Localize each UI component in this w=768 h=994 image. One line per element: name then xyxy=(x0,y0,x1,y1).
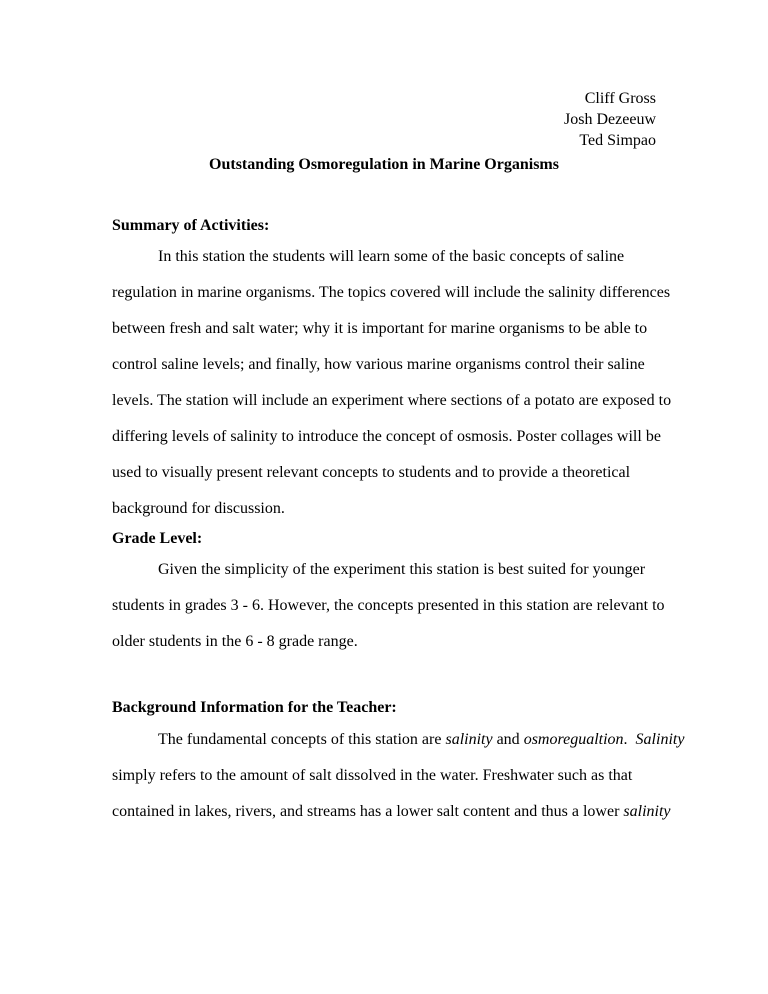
term-salinity: salinity xyxy=(445,731,493,748)
summary-paragraph xyxy=(112,239,672,527)
paragraph-line: simply refers to the amount of salt dissolved in the water. Freshwater such as that xyxy=(112,767,633,784)
term-salinity: Salinity xyxy=(635,731,685,748)
paragraph-line: used to visually present relevant concepts to students and to provide a theoretical xyxy=(112,464,631,481)
text-run: and xyxy=(492,731,524,748)
paragraph-line: between fresh and salt water; why it is important for marine organisms to be able to xyxy=(112,320,648,337)
term-osmoregulation: osmoregualtion xyxy=(523,731,624,748)
author-name: Ted Simpao xyxy=(579,132,656,149)
term-salinity: salinity xyxy=(623,803,671,820)
grade-heading: Grade Level: xyxy=(112,530,203,547)
background-paragraph xyxy=(112,722,685,830)
grade-paragraph xyxy=(112,552,665,660)
background-heading: Background Information for the Teacher: xyxy=(112,699,397,716)
text-run: contained in lakes, rivers, and streams has a lower salt content and thus a lower xyxy=(112,803,624,820)
paragraph-line: older students in the 6 - 8 grade range. xyxy=(112,633,358,650)
paragraph-line: background for discussion. xyxy=(112,500,285,517)
paragraph-line: students in grades 3 - 6. However, the concepts presented in this station are relevant to xyxy=(112,597,665,614)
paragraph-line: regulation in marine organisms. The topics covered will include the salinity differences xyxy=(112,284,671,301)
paragraph-line xyxy=(112,794,671,830)
document-title: Outstanding Osmoregulation in Marine Organisms xyxy=(209,156,559,173)
paragraph-line: differing levels of salinity to introduce the concept of osmosis. Poster collages will be xyxy=(112,428,661,445)
author-list xyxy=(564,88,656,151)
paragraph-line xyxy=(112,722,685,758)
text-run: . xyxy=(623,731,636,748)
summary-heading: Summary of Activities: xyxy=(112,217,270,234)
author-name: Cliff Gross xyxy=(584,90,656,107)
paragraph-line: Given the simplicity of the experiment this station is best suited for younger xyxy=(158,561,646,578)
text-run: The fundamental concepts of this station are xyxy=(158,731,446,748)
paragraph-line: In this station the students will learn some of the basic concepts of saline xyxy=(158,248,625,265)
paragraph-line: control saline levels; and finally, how various marine organisms control their saline xyxy=(112,356,645,373)
paragraph-line: levels. The station will include an experiment where sections of a potato are exposed to xyxy=(112,392,672,409)
author-name: Josh Dezeeuw xyxy=(564,111,656,128)
